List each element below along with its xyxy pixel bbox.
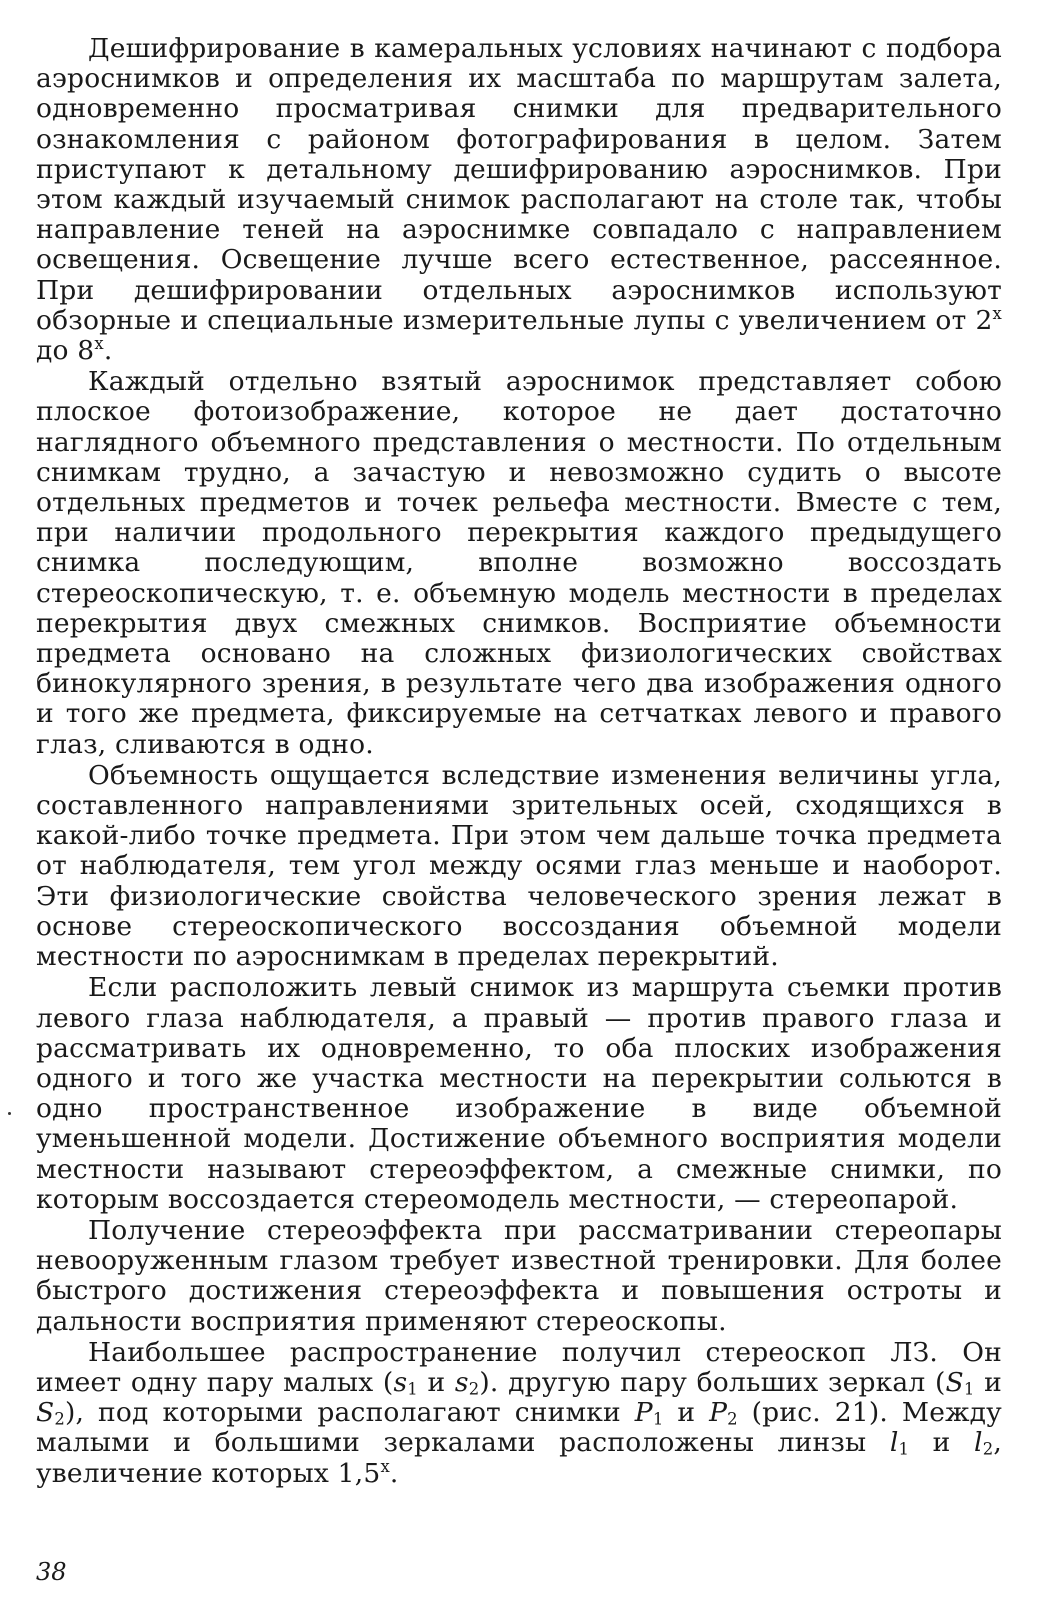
book-page xyxy=(36,34,1002,1489)
paragraph-flat-image: Каждый отдельно взятый аэроснимок представляет собою плоское фотоизображение, которое не дает достаточно наглядного объемного представления о местности. По отдельным снимкам трудно, а зачастую и невозможно судить о высоте отдельных предметов и точек рельефа местности. Вместе с тем, при наличии продольного перекрытия каждого предыдущего снимка последующим, вполне возможно воссоздать стереоскопическую, т. е. объемную модель местности в пределах перекрытия двух смежных снимков. Восприятие объемности предмета основано на сложных физиологических свойствах бинокулярного зрения, в результате чего два изображения одного и того же предмета, фиксируемые на сетчатках левого и правого глаз, сливаются в одно. xyxy=(36,366,1002,760)
text-run: , увеличение которых 1,5 xyxy=(36,1427,1002,1489)
paragraph-deciphering-procedure xyxy=(36,34,1002,366)
text-run: ), под которыми располагают снимки xyxy=(65,1397,635,1429)
text-run: Наибольшее распространение получил стереоскоп ЛЗ. Он имеет одну пару малых ( xyxy=(36,1336,1002,1398)
subscript: 1 xyxy=(898,1439,910,1459)
text-run: и xyxy=(417,1366,455,1398)
magnification-superscript: x xyxy=(94,333,104,353)
symbol-italic: s xyxy=(454,1366,469,1398)
text-run: . xyxy=(103,335,113,367)
text-run: до 8 xyxy=(36,335,95,367)
text-run: (рис. 21). Между малыми и большими зеркалами расположены линзы xyxy=(36,1397,1002,1459)
symbol-italic: s xyxy=(393,1366,408,1398)
paragraph-volume-perception: Объемность ощущается вследствие изменения величины угла, составленного направлениями зрительных осей, сходящихся в какой-либо точке предмета. При этом чем дальше точка предмета от наблюдателя, тем угол между осями глаз меньше и наоборот. Эти физиологические свойства человеческого зрения лежат в основе стереоскопического воссоздания объемной модели местности по аэроснимкам в пределах перекрытий. xyxy=(36,759,1002,973)
paragraph-stereoscopes: Получение стереоэффекта при рассматривании стереопары невооруженным глазом требует известной тренировки. Для более быстрого достижения стереоэффекта и повышения остроты и дальности восприятия применяют стереоскопы. xyxy=(36,1214,1002,1337)
symbol-italic: S xyxy=(36,1397,55,1429)
paragraph-stereo-pair: Если расположить левый снимок из маршрута съемки против левого глаза наблюдателя, а правый — против правого глаза и рассматривать их одновременно, то оба плоских изображения одного и того же участка местности на перекрытии сольются в одно пространственное изображение в виде объемной уменьшенной модели. Достижение объемного восприятия модели местности называют стереоэффектом, а смежные снимки, по которым воссоздается стереомодель местности, — стереопарой. xyxy=(36,972,1002,1215)
symbol-italic: l xyxy=(974,1427,983,1459)
stray-mark xyxy=(8,1112,11,1115)
subscript: 2 xyxy=(727,1409,738,1429)
text-run: ). другую пару больших зеркал ( xyxy=(479,1366,946,1398)
symbol-italic: S xyxy=(945,1366,964,1398)
text-run: . xyxy=(389,1457,399,1489)
text-run: и xyxy=(663,1397,710,1429)
subscript: 1 xyxy=(407,1379,418,1399)
text-run: и xyxy=(974,1366,1002,1398)
subscript: 2 xyxy=(54,1409,66,1429)
symbol-italic: P xyxy=(634,1397,653,1429)
page-number: 38 xyxy=(36,1558,67,1586)
subscript: 2 xyxy=(982,1439,994,1459)
magnification-superscript: x xyxy=(380,1456,390,1476)
symbol-italic: l xyxy=(889,1427,899,1459)
symbol-italic: P xyxy=(709,1397,728,1429)
magnification-superscript: x xyxy=(992,303,1002,323)
text-run: Дешифрирование в камеральных условиях начинают с подбора аэроснимков и определения их масштаба по маршрутам залета, одновременно просматривая снимки для предварительного ознакомления с районом фотографирования в целом. Затем приступают к детальному дешифрированию аэроснимков. При этом каждый изучаемый снимок располагают на столе так, чтобы направление теней на аэроснимке совпадало с направлением освещения. Освещение лучше всего естественное, рассеянное. При дешифрировании отдельных аэроснимков используют обзорные и специальные измерительные лупы с увеличением от 2 xyxy=(36,33,1002,336)
subscript: 2 xyxy=(468,1379,480,1399)
subscript: 1 xyxy=(652,1409,664,1429)
text-run: и xyxy=(909,1427,975,1459)
subscript: 1 xyxy=(963,1379,975,1399)
paragraph-stereoscope-lz xyxy=(36,1338,1002,1489)
